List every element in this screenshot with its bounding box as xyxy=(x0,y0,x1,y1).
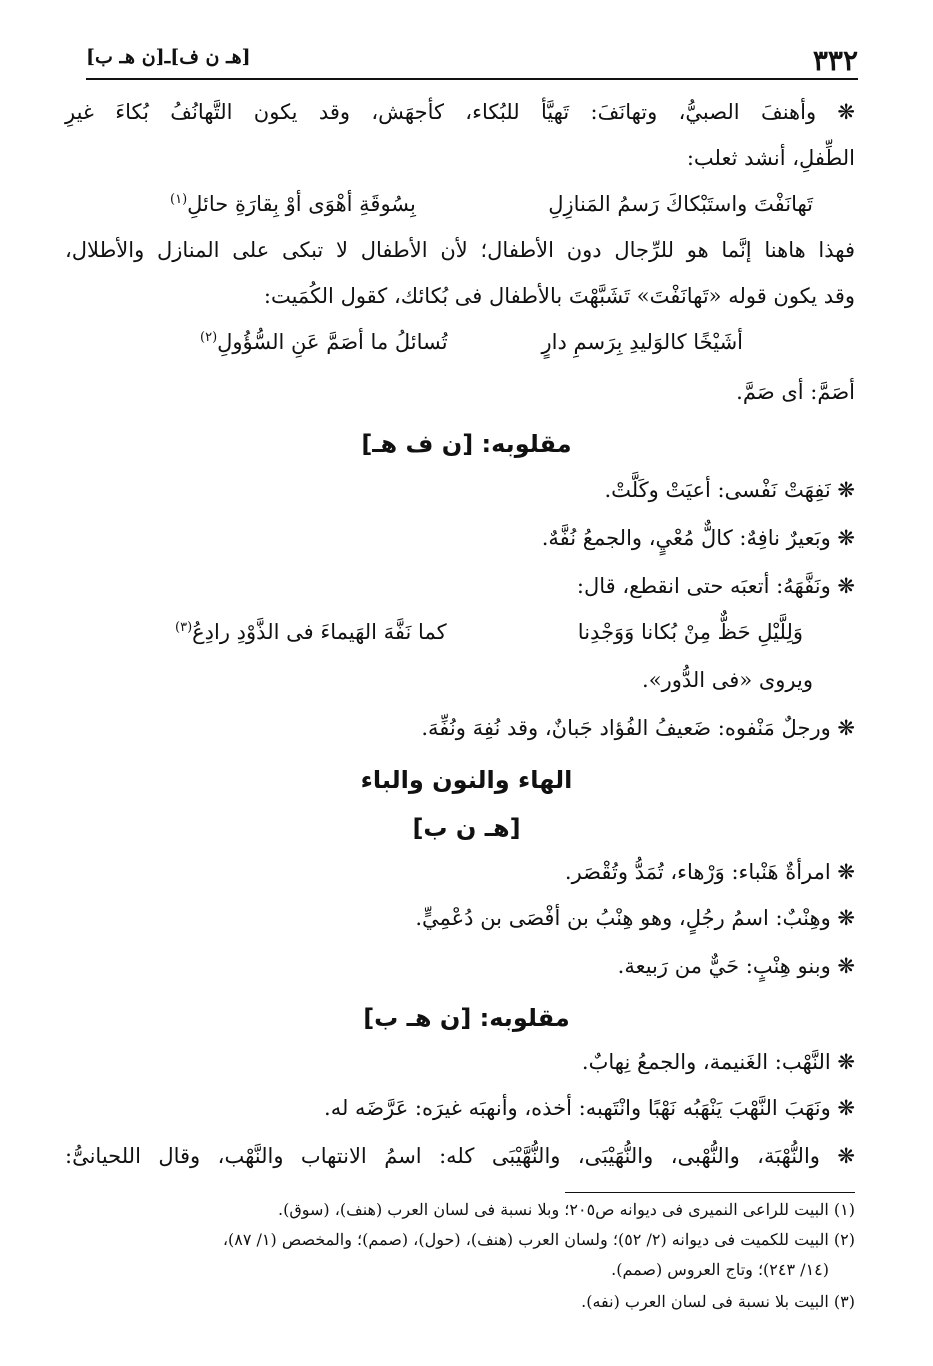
header-rule xyxy=(86,78,858,80)
entry-line: ❋ امرأةٌ هَنْباء: وَرْهاء، تُمَدُّ وتُقْصَر. xyxy=(564,860,855,884)
entry-line: ❋ النَّهْب: الغَنيمة، والجمعُ نِهابٌ. xyxy=(581,1050,855,1074)
entry-line: ❋ ورجلٌ مَنْفوه: ضَعيفُ الفُؤاد جَبانٌ، وقد نُفِهَ ونُفِّهَ. xyxy=(421,716,855,740)
footnote-rule xyxy=(565,1192,855,1193)
section-heading: مقلوبه: [ن ف هـ] xyxy=(361,430,572,458)
verse-second-hemistich: كما نَفَّهَ الهَيماءَ فى الذَّوْدِ رادِعُ$^{(٣)}$ xyxy=(175,620,447,644)
footnote-marker: (٣) xyxy=(175,620,193,635)
body-line: فهذا هاهنا إنَّما هو للرِّجال دون الأطفال؛ لأن الأطفال لا تبكى على المنازل والأطلال، xyxy=(65,238,855,262)
entry-line: ❋ ونَفَّهَهُ: أتعبَه حتى انقطع، قال: xyxy=(576,574,855,598)
page-header xyxy=(86,42,858,78)
footnote: (٢) البيت للكميت فى ديوانه (٢/ ٥٢)؛ ولسان العرب (هنف)، (حول)، (صمم)؛ والمخصص (١/ ٨٧)، xyxy=(222,1230,855,1249)
entry-line: ❋ ونَهَبَ النَّهْبَ يَنْهَبُه نَهْبًا وانْتَهبه: أخذه، وأنهبَه غيرَه: عَرَّضَه له. xyxy=(324,1096,855,1120)
entry-line: ❋ وهِنْبٌ: اسمُ رجُلٍ، وهو هِنْبُ بن أفْصَى بن دُعْمِيٍّ. xyxy=(415,906,855,930)
section-heading: الهاء والنون والباء xyxy=(360,766,573,794)
entry-line: ❋ وبَعيرٌ نافِهٌ: كالٌّ مُعْيٍ، والجمعُ نُفَّهٌ. xyxy=(541,526,855,550)
footnote-marker: (٢) xyxy=(200,330,218,345)
verse-first-hemistich: أشَيْخًا كالوَليدِ بِرَسمِ دارٍ xyxy=(541,330,743,354)
verse-first-hemistich: تَهانَفْتَ واستَبْكاكَ رَسمُ المَنازِلِ xyxy=(548,192,813,216)
footnote-marker: (١) xyxy=(170,192,188,207)
body-line: أصَمَّ: أى صَمَّ. xyxy=(736,380,855,404)
running-head: [هـ ن ف]ـ[ن هـ ب] xyxy=(86,46,251,68)
footnote: (٣) البيت بلا نسبة فى لسان العرب (نفه). xyxy=(581,1292,855,1311)
entry-line: ❋ نَفِهَتْ نَفْسى: أعيَتْ وكَلَّتْ. xyxy=(604,478,855,502)
entry-line: ❋ وبنو هِنْبٍ: حَيٌّ من رَبيعة. xyxy=(617,954,855,978)
body-line: ويروى «فى الدُّور». xyxy=(642,668,813,692)
verse-first-hemistich: وَلِلَّيْلِ حَظٌّ مِنْ بُكانا وَوَجْدِنا xyxy=(577,620,803,644)
body-line: وقد يكون قوله «تَهانَفْتَ» تَشَبَّهْتَ بالأطفال فى بُكائك، كقول الكُمَيت: xyxy=(263,284,855,308)
entry-line: ❋ والنُّهْبَة، والنُّهْبى، والنُّهَيْبَى، والنُّهَّيْبَى كله: اسمُ الانتهاب والنَّهْب، وقال اللحيانىُّ: xyxy=(65,1144,855,1168)
page-number: ٣٣٢ xyxy=(812,44,858,77)
section-heading: [هـ ن ب] xyxy=(412,814,521,842)
body-line: الطِّفلِ، أنشد ثعلب: xyxy=(686,146,855,170)
verse-second-hemistich: بِسُوقَةِ أهْوَى أوْ بِقارَةِ حائلِ$^{(١)}$ xyxy=(170,192,416,216)
verse-second-hemistich: تُسائلُ ما أصَمَّ عَنِ السُّؤُولِ$^{(٢)}$ xyxy=(200,330,448,354)
footnote: (١) البيت للراعى النميرى فى ديوانه ص٢٠٥؛ وبلا نسبة فى لسان العرب (هنف)، (سوق). xyxy=(278,1200,855,1219)
section-heading: مقلوبه: [ن هـ ب] xyxy=(363,1004,570,1032)
body-line: ❋ وأهنفَ الصبيُّ، وتهانَفَ: تَهيَّأ للبُكاء، كأجهَش، وقد يكون التَّهانُفُ بُكاءَ غيرِ xyxy=(65,100,855,124)
footnote: (١٤/ ٢٤٣)؛ وتاج العروس (صمم). xyxy=(611,1260,829,1279)
